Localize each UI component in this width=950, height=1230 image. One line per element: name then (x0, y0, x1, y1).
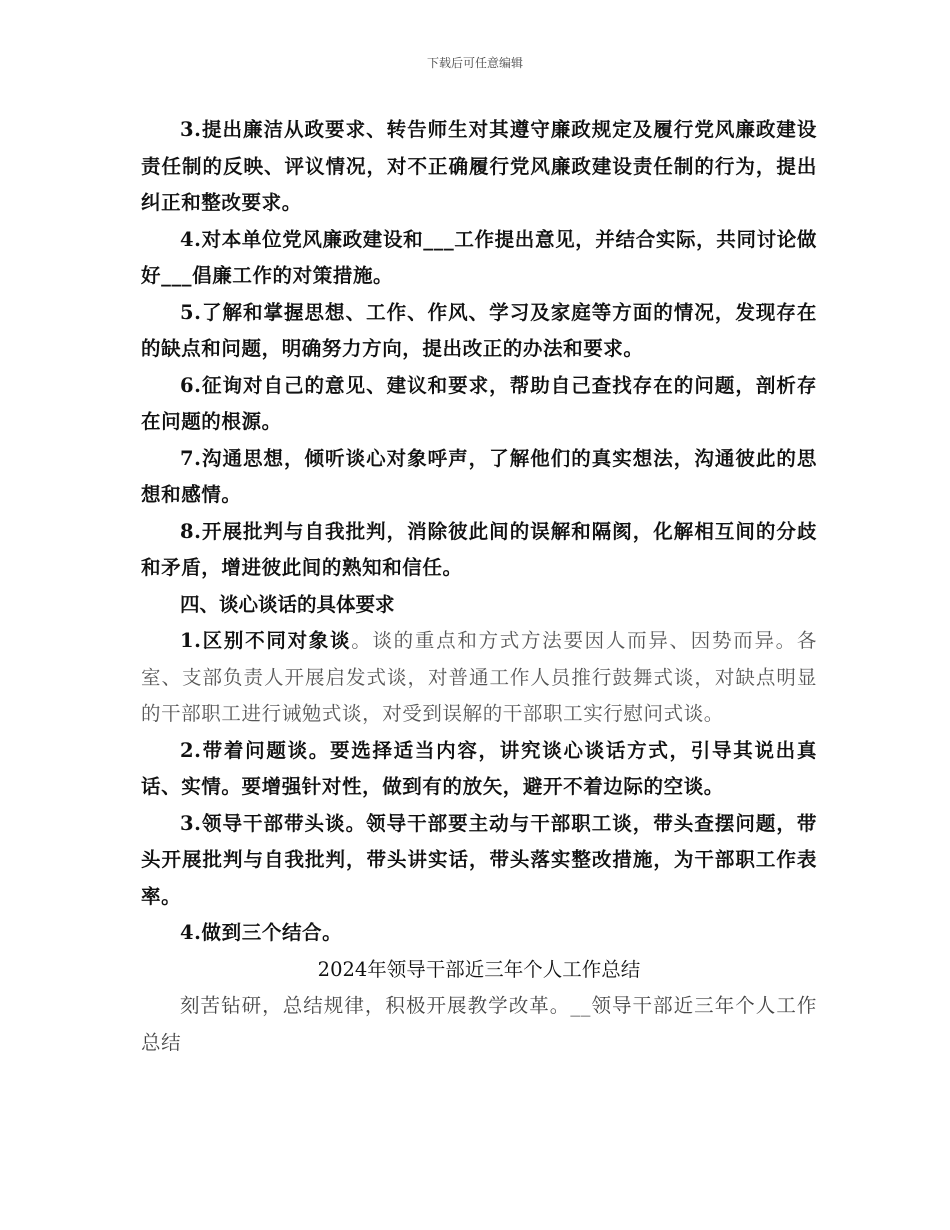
paragraph-item-3: 3.提出廉洁从政要求、转告师生对其遵守廉政规定及履行党风廉政建设责任制的反映、评议情况，对不正确履行党风廉政建设责任制的行为，提出纠正和整改要求。 (141, 118, 817, 214)
requirement-item-3: 3.领导干部带头谈。领导干部要主动与干部职工谈，带头查摆问题，带头开展批判与自我批判，带头讲实话，带头落实整改措施，为干部职工作表率。 (141, 811, 817, 908)
paragraph-item-5: 5.了解和掌握思想、工作、作风、学习及家庭等方面的情况，发现存在的缺点和问题，明确努力方向，提出改正的办法和要求。 (141, 300, 817, 360)
section-heading: 四、谈心谈话的具体要求 (180, 592, 395, 616)
requirement-item-1-title: 1.区别不同对象谈 (180, 629, 352, 652)
page-header: 下载后可任意编辑 (426, 56, 523, 70)
requirement-item-1-text: 。谈的重点和方式方法要因人而异、因势而异。各室、支部负责人开展启发式谈，对普通工作人员推行鼓舞式谈，对缺点明显的干部职工进行诫勉式谈，对受到误解的干部职工实行慰问式谈。 (141, 629, 817, 725)
paragraph-item-8: 8.开展批判与自我批判，消除彼此间的误解和隔阂，化解相互间的分歧和矛盾，增进彼此间的熟知和信任。 (141, 519, 817, 579)
paragraph-item-4: 4.对本单位党风廉政建设和___工作提出意见，并结合实际，共同讨论做好___倡廉工作的对策措施。 (141, 227, 817, 287)
requirement-item-4: 4.做到三个结合。 (180, 921, 343, 944)
next-document-intro: 刻苦钻研，总结规律，积极开展教学改革。__领导干部近三年个人工作总结 (141, 994, 817, 1054)
paragraph-item-7: 7.沟通思想，倾听谈心对象呼声，了解他们的真实想法，沟通彼此的思想和感情。 (141, 446, 817, 506)
requirement-item-2: 2.带着问题谈。要选择适当内容，讲究谈心谈话方式，引导其说出真话、实情。要增强针对性，做到有的放矢，避开不着边际的空谈。 (141, 738, 817, 798)
paragraph-item-6: 6.征询对自己的意见、建议和要求，帮助自己查找存在的问题，剖析存在问题的根源。 (141, 373, 817, 433)
next-document-title: 2024年领导干部近三年个人工作总结 (317, 957, 641, 981)
document-body (141, 112, 817, 1061)
requirement-item-1 (141, 623, 817, 733)
